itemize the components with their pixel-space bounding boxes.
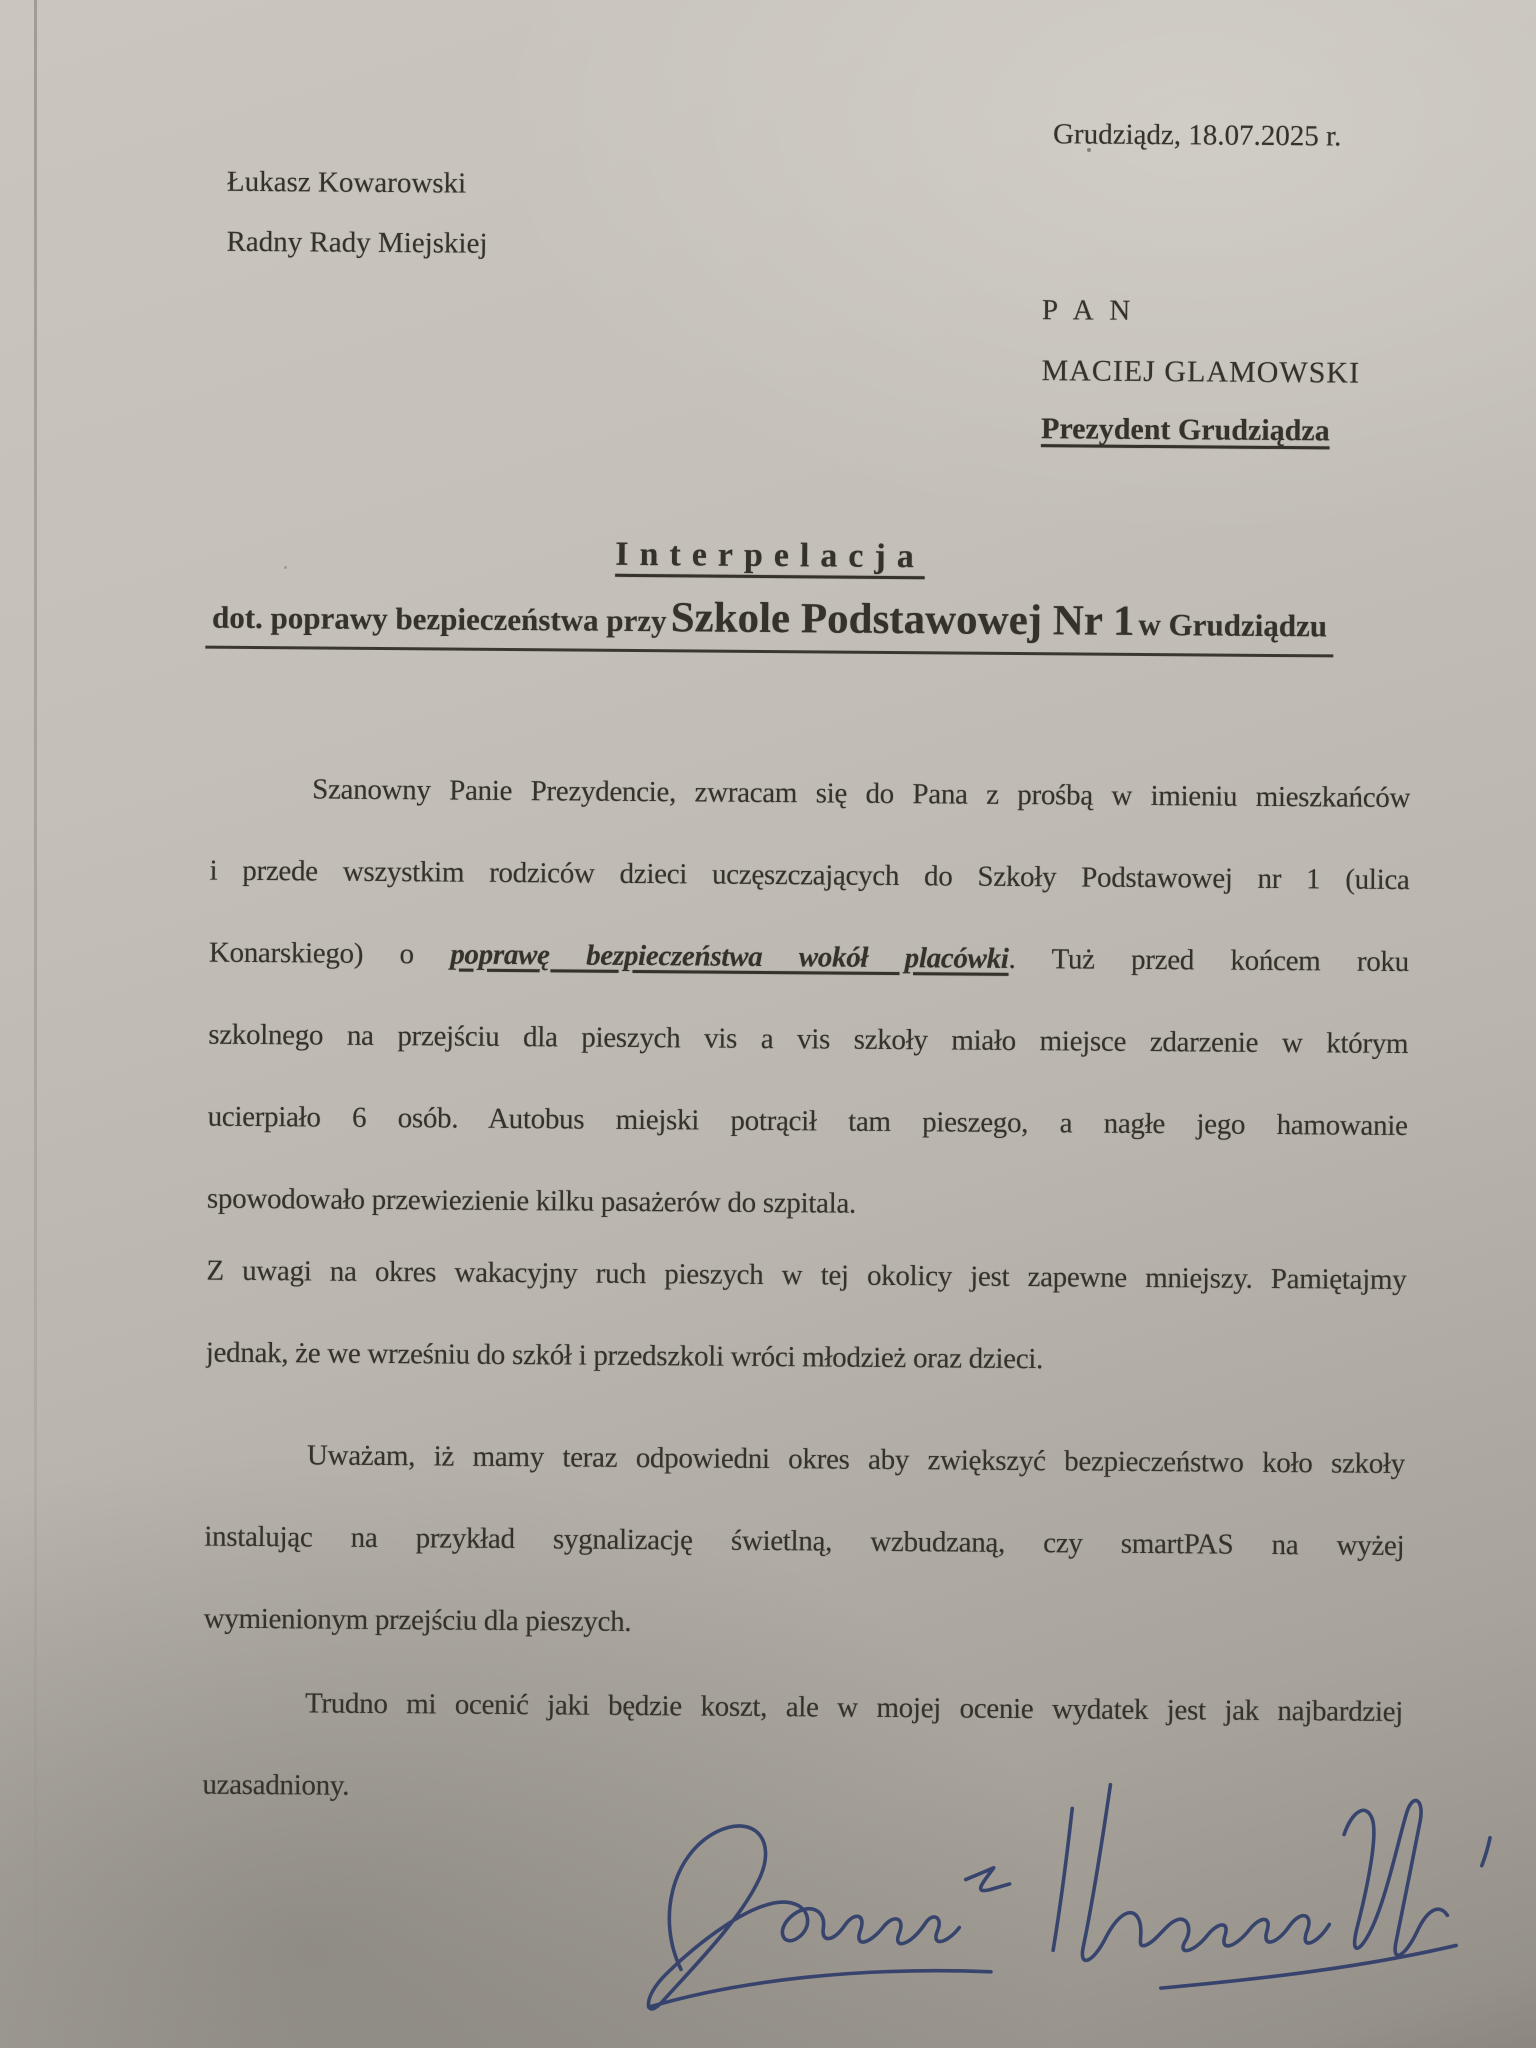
recipient-salutation: P A N: [1041, 294, 1136, 327]
body-line: Z uwagi na okres wakacyjny ruch pieszych w tej okolicy jest zapewne mniejszy. Pamiętajmy: [206, 1254, 1407, 1297]
body-line: spowodowało przewiezienie kilku pasażerów do szpitala.: [206, 1182, 857, 1220]
recipient-position: Prezydent Grudziądza: [1040, 412, 1330, 448]
subject-line: [1, 588, 1536, 659]
recipient-name: MACIEJ GLAMOWSKI: [1041, 354, 1361, 390]
subject-emphasis: Szkole Podstawowej Nr 1: [670, 594, 1135, 645]
body-line: szkolnego na przejściu dla pieszych vis a vis szkoły miało miejsce zdarzenie w którym: [208, 1018, 1409, 1061]
letter-title: Interpelacja: [615, 535, 925, 576]
body-line: Uważam, iż mamy teraz odpowiedni okres aby zwiększyć bezpieczeństwo koło szkoły: [306, 1439, 1406, 1481]
body-line: i przede wszystkim rodziców dzieci uczęszczających do Szkoły Podstawowej nr 1 (ulica: [209, 854, 1410, 897]
signature-handwriting: [560, 1768, 1512, 2047]
body-line: Szanowny Panie Prezydencie, zwracam się do Pana z prośbą w imieniu mieszkańców: [312, 773, 1411, 815]
body-line: wymienionym przejściu dla pieszych.: [203, 1602, 632, 1638]
body-line: instalując na przykład sygnalizację świetlną, wzbudzaną, czy smartPAS na wyżej: [204, 1520, 1405, 1563]
sender-name: Łukasz Kowarowski: [226, 165, 467, 200]
subject-prefix: dot. poprawy bezpieczeństwa przy: [211, 599, 667, 639]
body-line: ucierpiało 6 osób. Autobus miejski potrącił tam pieszego, a nagłe jego hamowanie: [207, 1100, 1408, 1143]
subject-suffix: w Grudziądzu: [1138, 606, 1328, 644]
body-line: jednak, że we wrześniu do szkół i przedszkoli wróci młodzież oraz dzieci.: [205, 1336, 1044, 1376]
body-line: Konarskiego) o poprawę bezpieczeństwa wokół placówki. Tuż przed końcem roku: [208, 936, 1410, 979]
subject-text: [206, 590, 1333, 658]
date-line: Grudziądz, 18.07.2025 r.: [1052, 118, 1342, 153]
emphasized-phrase: poprawę bezpieczeństwa wokół placówki: [450, 938, 1009, 975]
body-line: Trudno mi ocenić jaki będzie koszt, ale w mojej ocenie wydatek jest jak najbardziej: [304, 1687, 1404, 1729]
sender-title: Radny Rady Miejskiej: [226, 225, 488, 260]
body-line: uzasadniony.: [202, 1768, 350, 1802]
